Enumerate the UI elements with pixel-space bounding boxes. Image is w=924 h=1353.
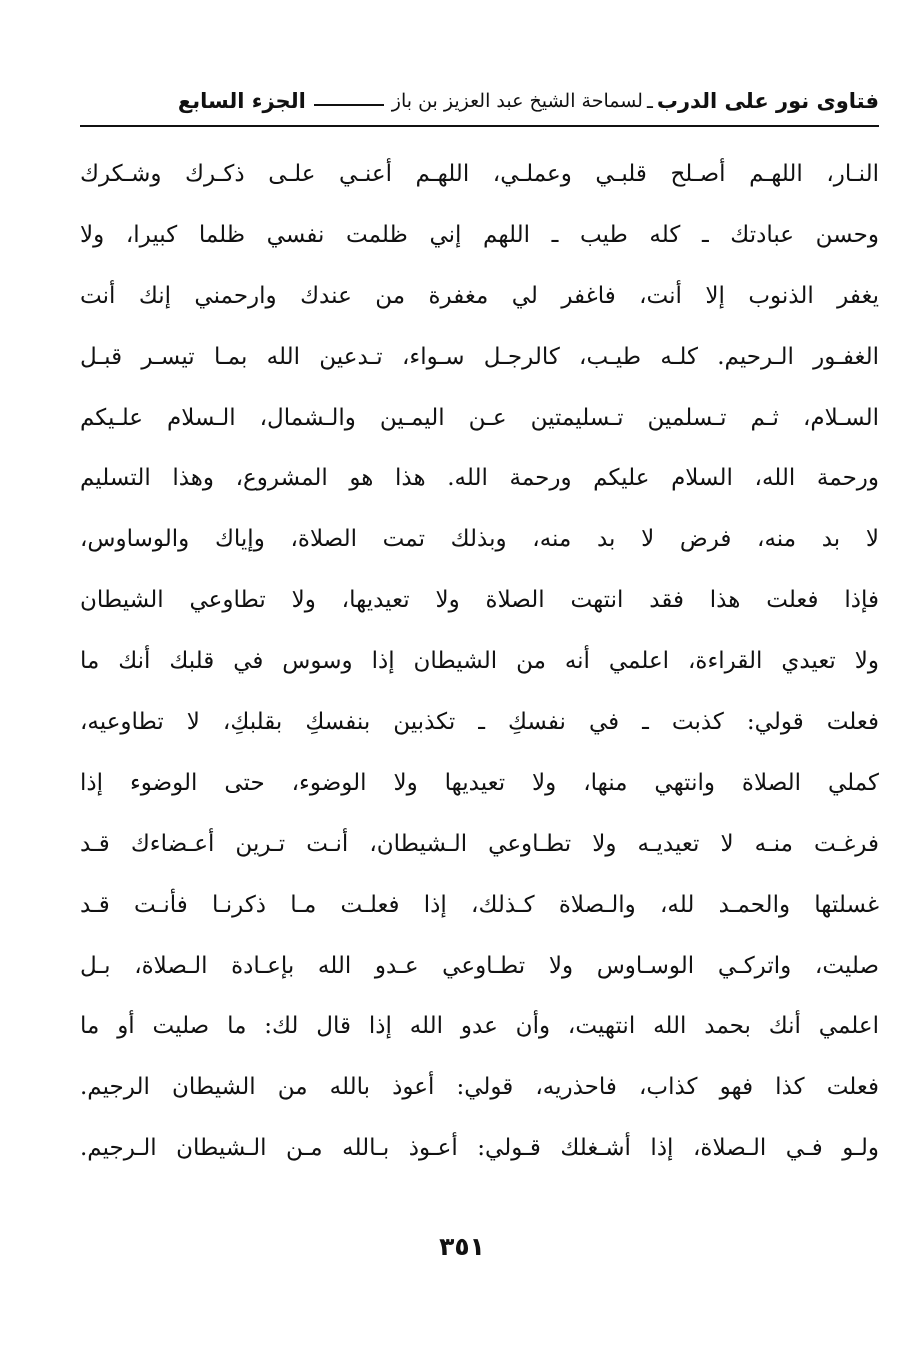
header-separator-rule (314, 104, 384, 106)
text-line: فعلت قولي: كذبت ـ في نفسكِ ـ تكذبين بنفسكِ بقلبكِ، لا تطاوعيه، (80, 709, 879, 736)
volume-part: الجزء السابع (177, 89, 306, 113)
text-line: ورحمة الله، السلام عليكم ورحمة الله. هذا هو المشروع، وهذا التسليم (80, 465, 879, 492)
text-line: فإذا فعلت هذا فقد انتهت الصلاة ولا تعيديها، ولا تطاوعي الشيطان (80, 587, 879, 614)
text-line: يغفر الذنوب إلا أنت، فاغفر لي مغفرة من عندك وارحمني إنك أنت (80, 282, 879, 309)
text-line: ولـو فـي الـصلاة، إذا أشـغلك قـولي: أعـوذ بـالله مـن الـشيطان الـرجيم. (80, 1135, 879, 1162)
text-line: الغفـور الـرحيم. كلـه طيـب، كالرجـل سـواء، تـدعين الله بمـا تيسـر قبـل (80, 343, 879, 370)
running-header (110, 84, 879, 118)
author-credit: لسماحة الشيخ عبد العزيز بن باز (391, 90, 643, 112)
text-line: النـار، اللهـم أصـلح قلبـي وعملـي، اللهـم أعنـي علـى ذكـرك وشـكرك (80, 161, 879, 187)
book-title: فتاوى نور على الدرب (656, 89, 879, 113)
text-line: ولا تعيدي القراءة، اعلمي أنه من الشيطان إذا وسوس في قلبك أنك ما (80, 648, 879, 675)
text-line: السـلام، ثـم تـسلمين تـسليمتين عـن اليمـين والـشمال، الـسلام علـيكم (80, 404, 879, 431)
header-dash: ـ (646, 89, 653, 113)
page-number: ٣٥١ (439, 1232, 485, 1261)
text-line: كملي الصلاة وانتهي منها، ولا تعيديها ولا الوضوء، حتى الوضوء إذا (80, 769, 879, 796)
text-line: غسلتها والحمـد لله، والـصلاة كـذلك، إذا فعلـت مـا ذكرنـا فأنـت قـد (80, 891, 879, 918)
text-line: وحسن عبادتك ـ كله طيب ـ اللهم إني ظلمت نفسي ظلما كبيرا، ولا (80, 221, 879, 248)
text-line: لا بد منه، فرض لا بد منه، وبذلك تمت الصلاة، وإياك والوساوس، (80, 526, 879, 553)
text-line: فرغـت منـه لا تعيديـه ولا تطـاوعي الـشيطان، أنـت تـرين أعـضاءك قـد (80, 830, 879, 857)
body-text (80, 144, 879, 1179)
text-line: صليت، واتركـي الوسـاوس ولا تطـاوعي عـدو الله بإعـادة الـصلاة، بـل (80, 952, 879, 979)
text-line: فعلت كذا فهو كذاب، فاحذريه، قولي: أعوذ بالله من الشيطان الرجيم. (80, 1074, 879, 1101)
text-line: اعلمي أنك بحمد الله انتهيت، وأن عدو الله إذا قال لك: ما صليت أو ما (80, 1013, 879, 1040)
header-underline (80, 125, 879, 127)
